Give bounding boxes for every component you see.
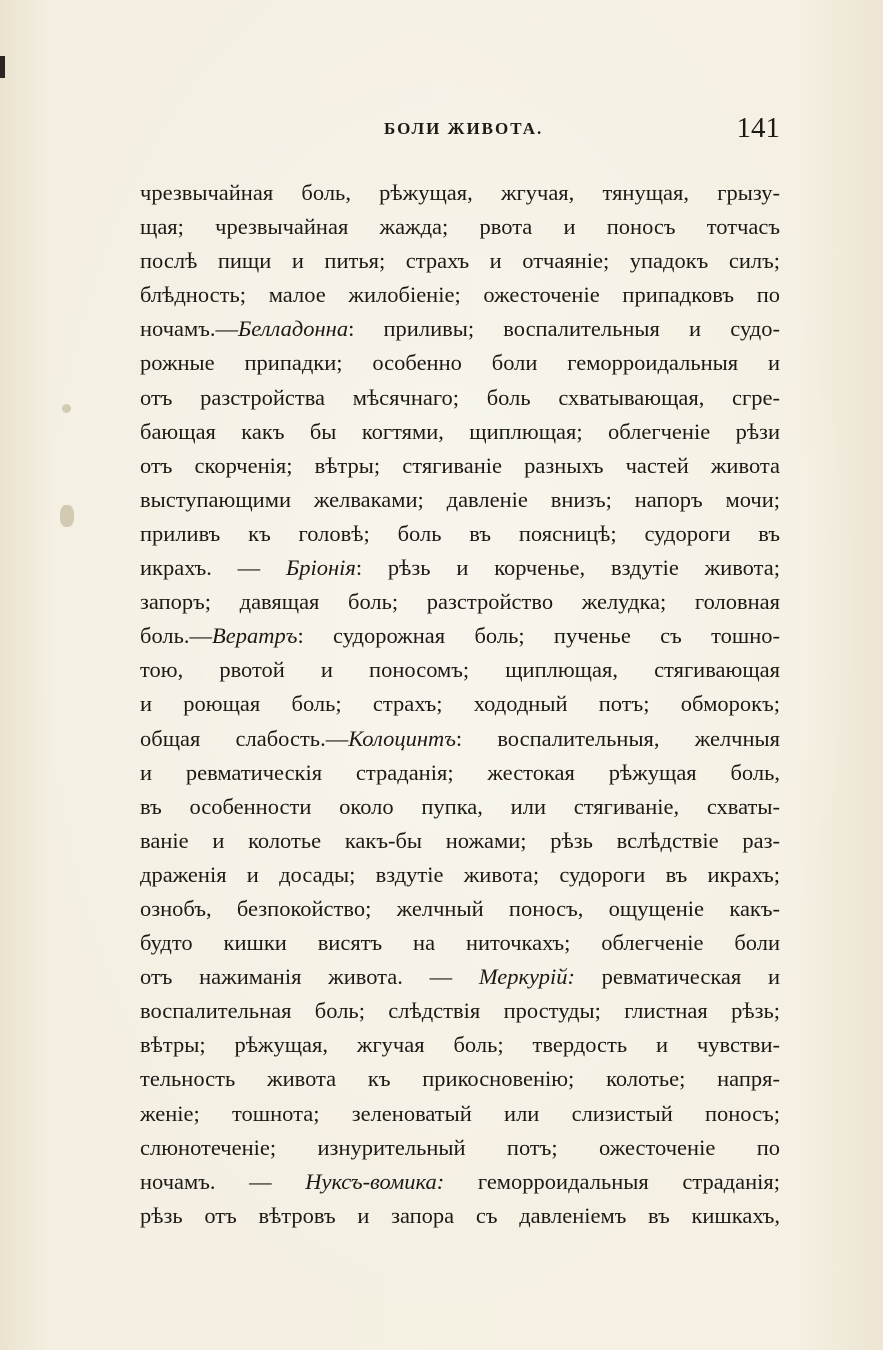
text-segment: ревматическая и <box>574 964 780 990</box>
text-segment: слюнотеченіе; изнурительный потъ; ожесточеніе по <box>140 1134 780 1160</box>
text-segment: воспалительная боль; слѣдствія простуды; глистная рѣзь; <box>140 998 780 1024</box>
text-line <box>140 449 780 483</box>
remedy-name: Меркурій: <box>478 964 575 990</box>
text-segment: бающая какъ бы когтями, щиплющая; облегченіе рѣзи <box>140 418 780 444</box>
text-segment: выступающими желваками; давленіе внизъ; напоръ мочи; <box>140 486 780 512</box>
text-line <box>140 551 780 585</box>
text-line <box>140 415 780 449</box>
remedy-name: Нуксъ-вомика: <box>305 1168 445 1194</box>
remedy-name: Бріонія <box>285 555 356 581</box>
text-line <box>140 619 780 653</box>
text-line <box>140 1062 780 1096</box>
text-segment: вѣтры; рѣжущая, жгучая боль; твердость и чувстви- <box>140 1032 780 1058</box>
text-line <box>140 858 780 892</box>
remedy-name: Колоцинтъ <box>348 725 456 751</box>
text-line <box>140 722 780 756</box>
text-segment: щая; чрезвычайная жажда; рвота и поносъ тотчасъ <box>140 214 780 240</box>
text-line <box>140 892 780 926</box>
running-head <box>140 112 780 148</box>
text-line <box>140 483 780 517</box>
text-segment: тою, рвотой и поносомъ; щиплющая, стягивающая <box>140 657 780 683</box>
text-segment: : судорожная боль; пученье съ тошно- <box>297 623 780 649</box>
text-line <box>140 381 780 415</box>
remedy-name: Вератръ <box>212 623 298 649</box>
body-text <box>140 176 780 1233</box>
text-line <box>140 585 780 619</box>
text-line <box>140 1165 780 1199</box>
text-segment: : воспалительныя, желчныя <box>455 725 780 751</box>
text-segment: и ревматическія страданія; жестокая рѣжущая боль, <box>140 759 780 785</box>
text-segment: ваніе и колотье какъ-бы ножами; рѣзь вслѣдствіе раз- <box>140 827 780 853</box>
text-segment: общая слабость.— <box>140 725 349 751</box>
page-number: 141 <box>736 112 780 144</box>
text-segment: : рѣзь и корченье, вздутіе живота; <box>355 555 780 581</box>
text-segment: боль.— <box>140 623 213 649</box>
text-segment: ночамъ.— <box>140 316 239 342</box>
text-segment: послѣ пищи и питья; страхъ и отчаяніе; упадокъ силъ; <box>140 248 780 274</box>
text-line <box>140 756 780 790</box>
text-line <box>140 1097 780 1131</box>
text-segment: отъ скорченія; вѣтры; стягиваніе разныхъ частей живота <box>140 452 780 478</box>
text-segment: геморроидальныя страданія; <box>444 1168 780 1194</box>
text-segment: въ особенности около пупка, или стягиваніе, схваты- <box>140 793 780 819</box>
text-line <box>140 210 780 244</box>
text-segment: запоръ; давящая боль; разстройство желудка; головная <box>140 589 780 615</box>
binding-mark <box>0 56 5 78</box>
text-segment: ознобъ, безпокойство; желчный поносъ, ощущеніе какъ- <box>140 895 780 921</box>
text-line <box>140 517 780 551</box>
text-line <box>140 278 780 312</box>
text-line <box>140 960 780 994</box>
text-line <box>140 1028 780 1062</box>
text-segment: рѣзь отъ вѣтровъ и запора съ давленіемъ въ кишкахъ, <box>140 1202 780 1228</box>
text-line <box>140 176 780 210</box>
text-line <box>140 926 780 960</box>
text-line <box>140 687 780 721</box>
running-title: БОЛИ ЖИВОТА. <box>384 119 544 138</box>
text-line <box>140 824 780 858</box>
paper-stain <box>60 505 74 527</box>
text-segment: будто кишки висятъ на ниточкахъ; облегченіе боли <box>140 930 780 956</box>
text-segment: тельность живота къ прикосновенію; колотье; напря- <box>140 1066 780 1092</box>
text-line <box>140 1131 780 1165</box>
text-line <box>140 244 780 278</box>
text-segment: икрахъ. — <box>140 555 286 581</box>
text-line <box>140 790 780 824</box>
text-segment: рожные припадки; особенно боли геморроидальныя и <box>140 350 780 376</box>
text-segment: : приливы; воспалительныя и судо- <box>348 316 780 342</box>
text-segment: блѣдность; малое жилобіеніе; ожесточеніе припадковъ по <box>140 282 780 308</box>
text-line <box>140 312 780 346</box>
paper-stain <box>62 404 71 413</box>
remedy-name: Белладонна <box>238 316 349 342</box>
text-segment: женіе; тошнота; зеленоватый или слизистый поносъ; <box>140 1100 780 1126</box>
text-segment: приливъ къ головѣ; боль въ поясницѣ; судороги въ <box>140 520 780 546</box>
text-segment: чрезвычайная боль, рѣжущая, жгучая, тянущая, грызу- <box>140 180 780 205</box>
text-line <box>140 653 780 687</box>
text-segment: и роющая боль; страхъ; хододный потъ; обморокъ; <box>140 691 780 717</box>
text-segment: отъ нажиманія живота. — <box>140 964 479 990</box>
text-segment: драженія и досады; вздутіе живота; судороги въ икрахъ; <box>140 861 780 887</box>
text-line <box>140 1199 780 1233</box>
text-segment: ночамъ. — <box>140 1168 306 1194</box>
text-segment: отъ разстройства мѣсячнаго; боль схватывающая, сгре- <box>140 384 780 410</box>
text-line <box>140 994 780 1028</box>
text-line <box>140 346 780 380</box>
